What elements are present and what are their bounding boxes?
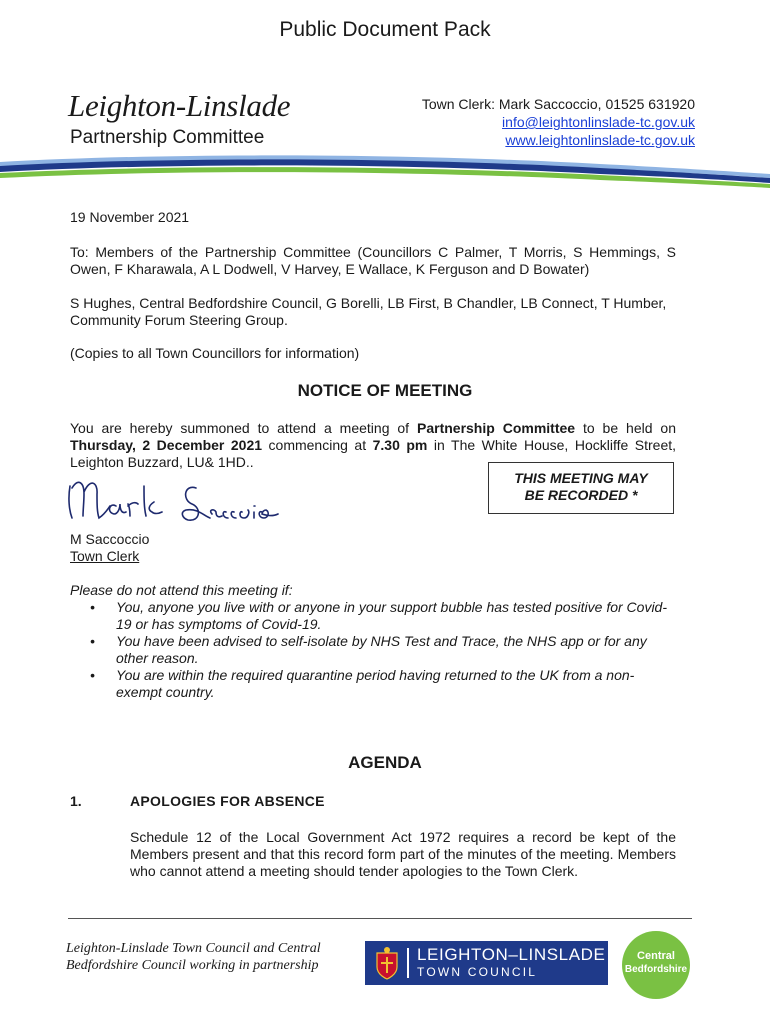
brand-name: Leighton-Linslade <box>68 88 291 123</box>
recorded-line-2: BE RECORDED * <box>524 487 638 503</box>
meeting-time: 7.30 pm <box>372 437 428 453</box>
clerk-line: Town Clerk: Mark Saccoccio, 01525 631920 <box>421 96 695 112</box>
covid-advice <box>70 582 676 701</box>
meeting-date: Thursday, 2 December 2021 <box>70 437 263 453</box>
email-link[interactable]: info@leightonlinslade-tc.gov.uk <box>502 114 695 130</box>
list-item: • You have been advised to self-isolate by NHS Test and Trace, the NHS app or for any other reason. <box>70 633 676 667</box>
website-link[interactable]: www.leightonlinslade-tc.gov.uk <box>505 132 695 148</box>
copies-line: (Copies to all Town Councillors for information) <box>70 345 360 361</box>
agenda-item-body: Schedule 12 of the Local Government Act 1972 requires a record be kept of the Members present and that this record form part of the minutes of the meeting. Members who cannot attend a meeting should tender apologies to the Town Clerk. <box>130 829 676 879</box>
letter-date: 19 November 2021 <box>70 209 190 225</box>
crest-icon <box>373 945 401 981</box>
notice-heading: NOTICE OF MEETING <box>297 381 473 400</box>
header-wave-divider <box>0 148 770 193</box>
footer-divider <box>68 918 692 919</box>
notice-text-2: to be held on <box>575 420 676 436</box>
agenda-item-number: 1. <box>70 793 82 809</box>
brand-subtitle: Partnership Committee <box>70 127 265 148</box>
notice-text-3: commencing at <box>262 437 373 453</box>
notice-text-4: in The White House, Hockliffe Street, Leighton Buzzard, LU& 1HD.. <box>70 437 677 470</box>
list-item: • You, anyone you live with or anyone in your support bubble has tested positive for Covid-19 or has symptoms of Covid-19. <box>70 599 676 633</box>
central-bedfordshire-logo <box>622 931 690 999</box>
committee-name: Partnership Committee <box>417 420 576 436</box>
recorded-line-1: THIS MEETING MAY <box>514 470 648 486</box>
notice-text-1: You are hereby summoned to attend a meeting of <box>70 420 417 436</box>
list-item: • You are within the required quarantine period having returned to the UK from a non-exempt country. <box>70 667 676 701</box>
logo-divider <box>407 948 409 978</box>
cb-logo-line-2: Bedfordshire <box>624 964 688 975</box>
to-recipients: To: Members of the Partnership Committee (Councillors C Palmer, T Morris, S Hemmings, S Owen, F Kharawala, A L Dodwell, V Harvey, E Wallace, K Ferguson and D Bowater) <box>70 244 676 277</box>
clerk-signature <box>64 472 294 532</box>
agenda-heading: AGENDA <box>348 753 422 772</box>
covid-bullet-list <box>70 599 676 701</box>
contact-block <box>422 95 695 149</box>
signatory-title: Town Clerk <box>70 548 140 564</box>
pack-title: Public Document Pack <box>279 18 491 41</box>
cb-logo-line-1: Central <box>637 950 675 962</box>
recorded-notice-box <box>488 462 674 514</box>
logo-subname: TOWN COUNCIL <box>417 965 538 979</box>
covid-intro: Please do not attend this meeting if: <box>70 582 293 598</box>
logo-name: LEIGHTON–LINSLADE <box>417 945 606 964</box>
town-council-logo <box>365 941 608 985</box>
agenda-item-title: APOLOGIES FOR ABSENCE <box>130 793 325 809</box>
signatory-name: M Saccoccio <box>70 531 150 547</box>
footer-partnership-text: Leighton-Linslade Town Council and Central Bedfordshire Council working in partnership <box>66 941 321 973</box>
other-recipients: S Hughes, Central Bedfordshire Council, G Borelli, LB First, B Chandler, LB Connect, T Humber, Community Forum Steering Group. <box>70 295 667 328</box>
